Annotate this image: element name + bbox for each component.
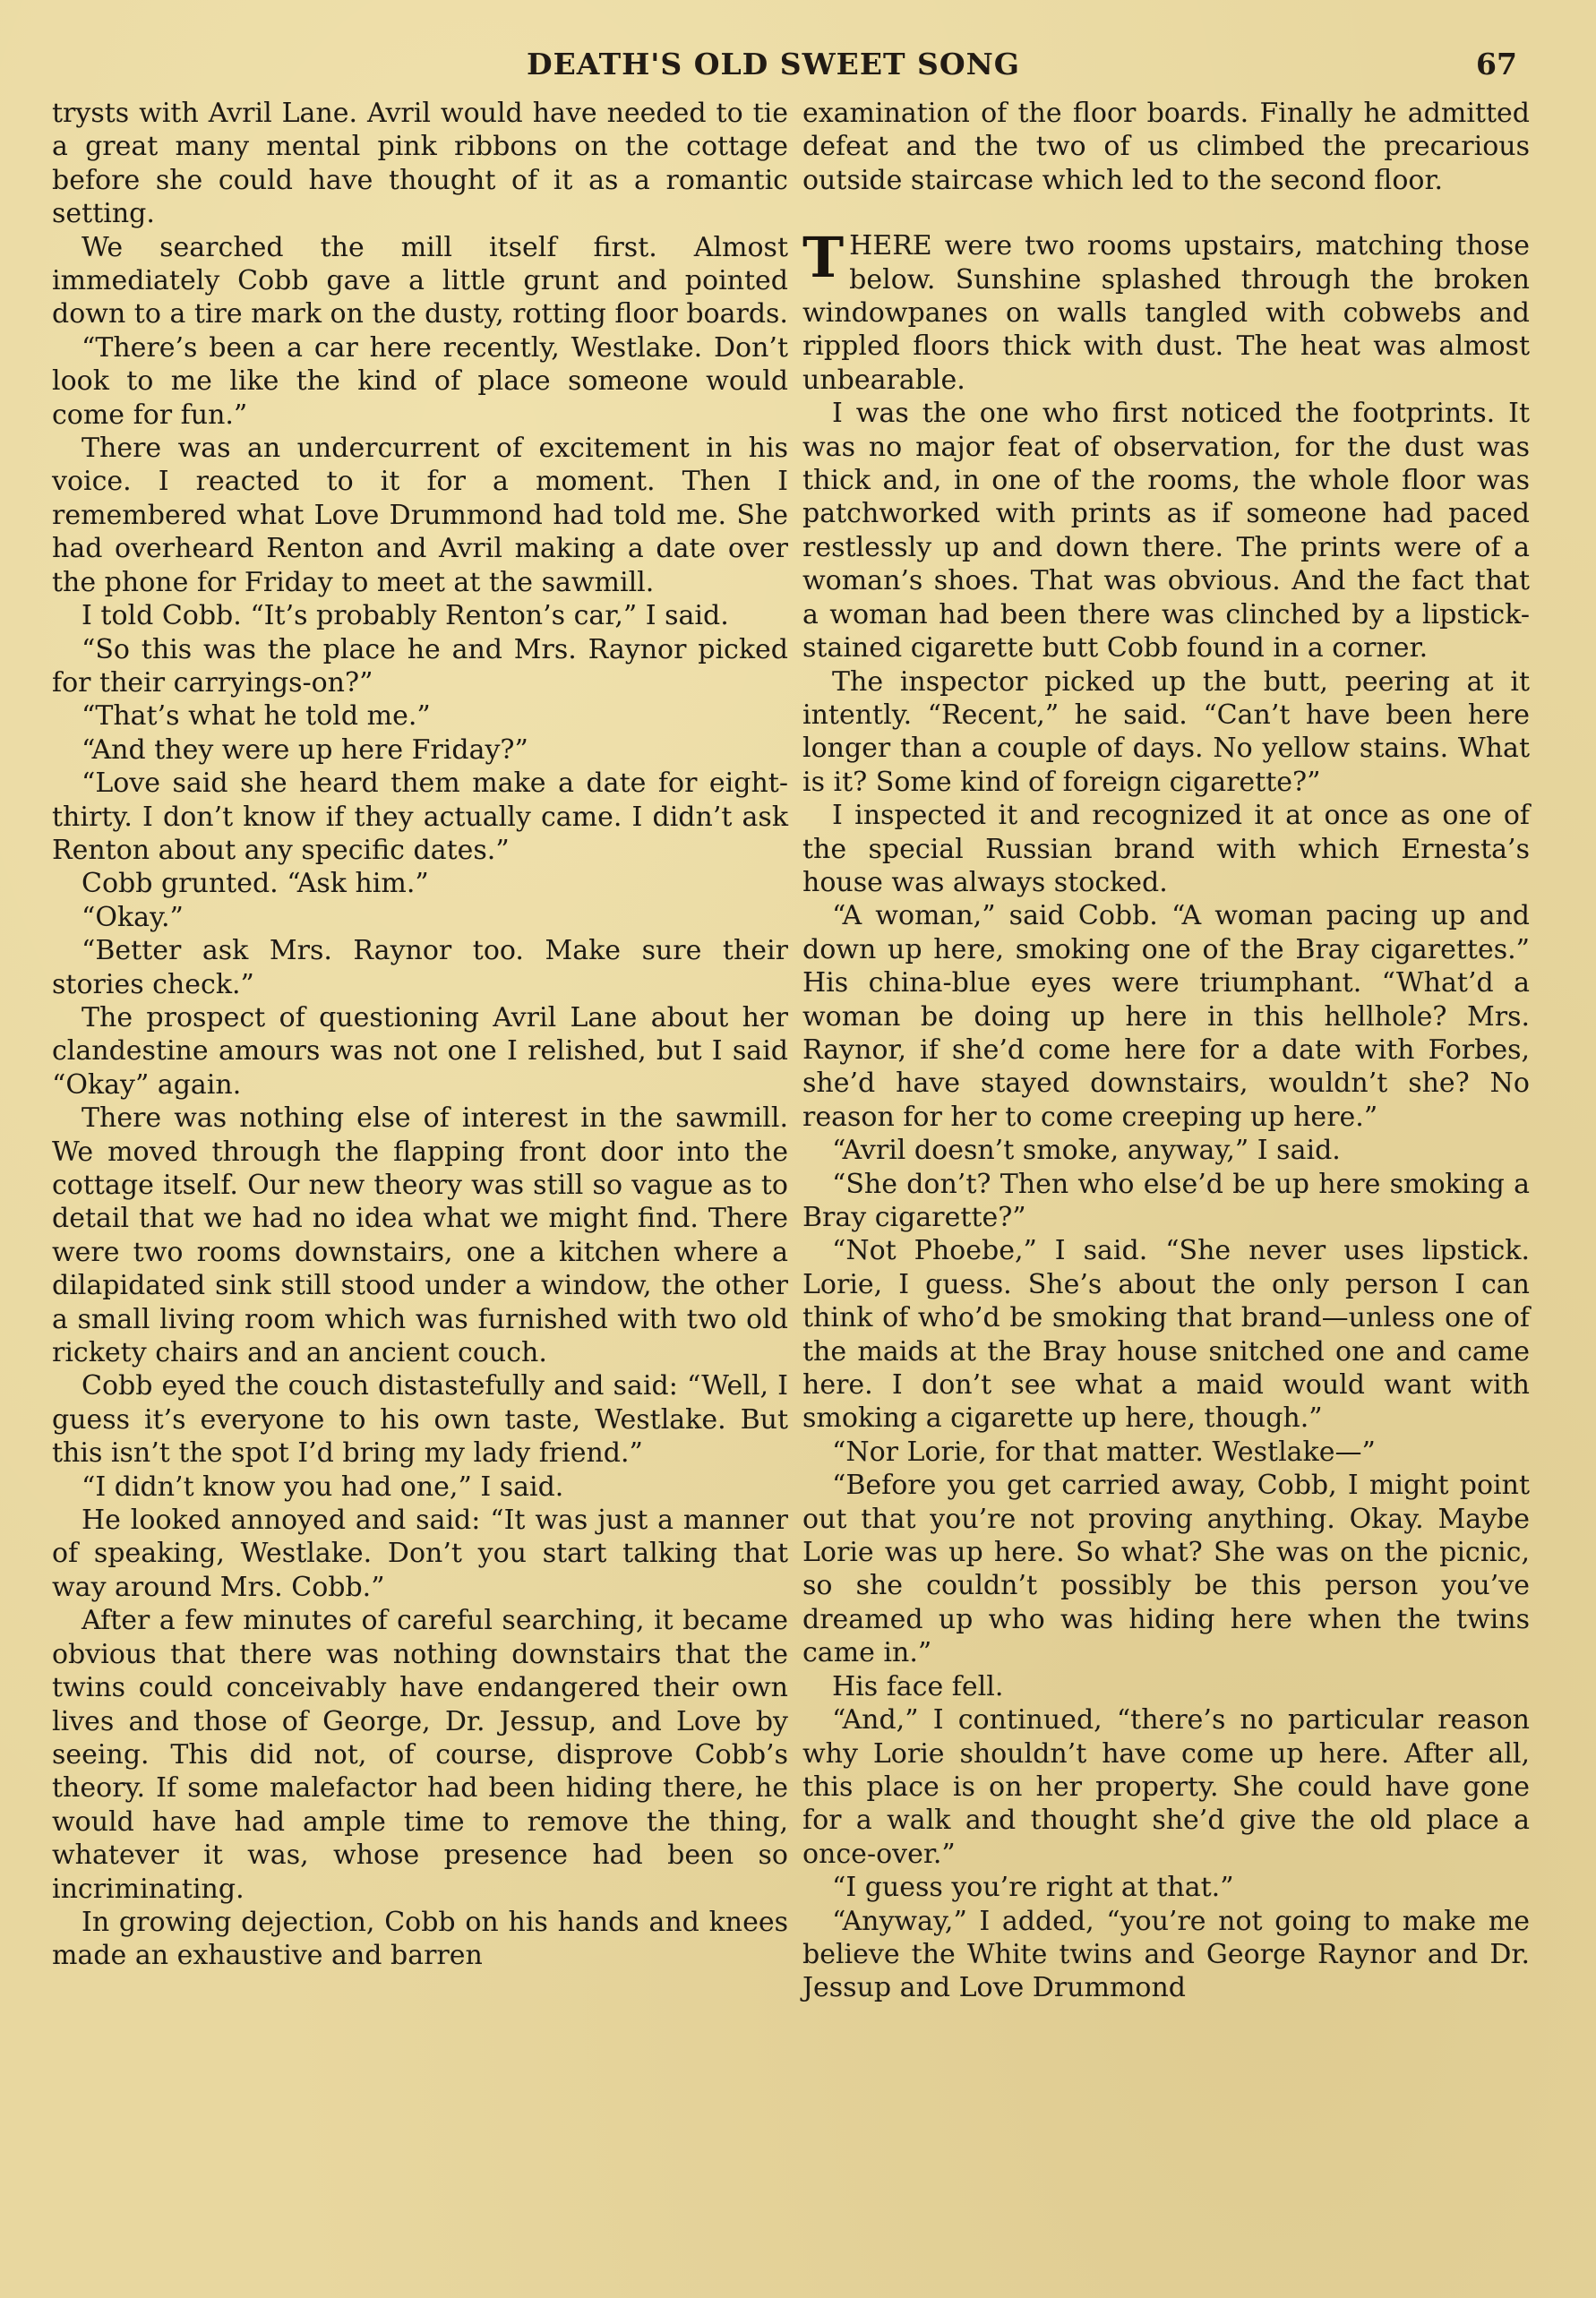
paragraph: trysts with Avril Lane. Avril would have needed to tie a great many mental pink ribbons on the cottage before she could have thought of it as a romantic setting.: [52, 98, 788, 230]
paragraph: “I guess you’re right at that.”: [832, 1872, 1234, 1904]
paragraph: We searched the mill itself first. Almost immediately Cobb gave a little grunt and pointed down to a tire mark on the dusty, rotting floor boards.: [52, 231, 788, 330]
paragraph: He looked annoyed and said: “It was just a manner of speaking, Westlake. Don’t you start talking that way around Mrs. Cobb.”: [52, 1505, 788, 1603]
left-column: [52, 97, 788, 1973]
paragraph: “And,” I continued, “there’s no particular reason why Lorie shouldn’t have come up here. After all, this place is on her property. She could have gone for a walk and thought she’d give the old place a once-over.”: [802, 1704, 1530, 1870]
paragraph: I inspected it and recognized it at once as one of the special Russian brand with which Ernesta’s house was always stocked.: [802, 800, 1530, 898]
section-first-text: HERE were two rooms upstairs, matching those below. Sunshine splashed through the broken windowpanes on walls tangled with cobwebs and rippled floors thick with dust. The heat was almost unbearable.: [802, 230, 1530, 396]
paragraph: I told Cobb. “It’s probably Renton’s car,” I said.: [82, 600, 729, 632]
paragraph: The prospect of questioning Avril Lane about her clandestine amours was not one I relished, but I said “Okay” again.: [52, 1001, 788, 1101]
paragraph: Cobb eyed the couch distastefully and said: “Well, I guess it’s everyone to his own taste, Westlake. But this isn’t the spot I’d bring my lady friend.”: [52, 1370, 788, 1470]
paragraph: “Nor Lorie, for that matter. Westlake—”: [832, 1436, 1376, 1468]
paragraph: “I didn’t know you had one,” I said.: [82, 1471, 564, 1503]
running-title: DEATH'S OLD SWEET SONG: [527, 47, 1020, 81]
paragraph: “Love said she heard them make a date for eight-thirty. I don’t know if they actually came. I didn’t ask Renton about any specific dates.”: [52, 767, 788, 866]
paragraph: “She don’t? Then who else’d be up here smoking a Bray cigarette?”: [802, 1168, 1530, 1233]
right-column: [802, 97, 1530, 2005]
running-head: [0, 47, 1596, 91]
paragraph: “Anyway,” I added, “you’re not going to make me believe the White twins and George Raynor and Dr. Jessup and Love Drummond: [802, 1905, 1530, 2004]
paragraph: “Okay.”: [82, 901, 184, 933]
drop-cap: T: [802, 225, 845, 291]
paragraph: “That’s what he told me.”: [82, 700, 431, 733]
paragraph: “A woman,” said Cobb. “A woman pacing up and down up here, smoking one of the Bray cigarettes.” His china-blue eyes were triumphant. “What’d a woman be doing up here in this hellhole? Mrs. Raynor, if she’d come here for a date with Forbes, she’d have stayed downstairs, wouldn’t she? No reason for her to come creeping up here.”: [802, 900, 1530, 1133]
paragraph: “Avril doesn’t smoke, anyway,” I said.: [832, 1135, 1341, 1167]
paragraph: “And they were up here Friday?”: [82, 733, 528, 766]
paragraph: There was an undercurrent of excitement in his voice. I reacted to it for a moment. Then I remembered what Love Drummond had told me. She had overheard Renton and Avril making a date over the phone for Friday to meet at the sawmill.: [52, 433, 788, 598]
paragraph: I was the one who first noticed the footprints. It was no major feat of observation, for the dust was thick and, in one of the rooms, the whole floor was patchworked with prints as if someone had paced restlessly up and down there. The prints were of a woman’s shoes. That was obvious. And the fact that a woman had been there was clinched by a lipstick-stained cigarette butt Cobb found in a corner.: [802, 398, 1530, 665]
paragraph: After a few minutes of careful searching, it became obvious that there was nothing downstairs that the twins could conceivably have endangered their own lives and those of George, Dr. Jessup, and Love by seeing. This did not, of course, disprove Cobb’s theory. If some malefactor had been hiding there, he would have had ample time to remove the thing, whatever it was, whose presence had been so incriminating.: [52, 1605, 788, 1905]
paragraph: “So this was the place he and Mrs. Raynor picked for their carryings-on?”: [52, 633, 788, 699]
paragraph: There was nothing else of interest in the sawmill. We moved through the flapping front door into the cottage itself. Our new theory was still so vague as to detail that we had no idea what we might find. There were two rooms downstairs, one a kitchen where a dilapidated sink still stood under a window, the other a small living room which was furnished with two old rickety chairs and an ancient couch.: [52, 1102, 788, 1369]
paragraph: “Before you get carried away, Cobb, I might point out that you’re not proving anything. Okay. Maybe Lorie was up here. So what? She was on the picnic, so she couldn’t possibly be this person you’ve dreamed up who was hiding here when the twins came in.”: [802, 1470, 1530, 1669]
paragraph: Cobb grunted. “Ask him.”: [82, 868, 429, 900]
paragraph: His face fell.: [832, 1670, 1004, 1702]
paragraph: The inspector picked up the butt, peering at it intently. “Recent,” he said. “Can’t have been here longer than a couple of days. No yellow stains. What is it? Some kind of foreign cigarette?”: [802, 665, 1530, 798]
paragraph: “Not Phoebe,” I said. “She never uses lipstick. Lorie, I guess. She’s about the only person I can think of who’d be smoking that brand—unless one of the maids at the Bray house snitched one and came here. I don’t see what a maid would want with smoking a cigarette up here, though.”: [802, 1235, 1530, 1435]
paragraph: “Better ask Mrs. Raynor too. Make sure their stories check.”: [52, 935, 788, 1000]
paragraph: “There’s been a car here recently, Westlake. Don’t look to me like the kind of place someone would come for fun.”: [52, 331, 788, 431]
page-number: 67: [1476, 47, 1517, 81]
paragraph: In growing dejection, Cobb on his hands and knees made an exhaustive and barren: [52, 1906, 788, 1972]
paragraph: examination of the floor boards. Finally he admitted defeat and the two of us climbed the precarious outside staircase which led to the second floor.: [802, 98, 1530, 196]
section-first-paragraph: [802, 225, 1530, 397]
